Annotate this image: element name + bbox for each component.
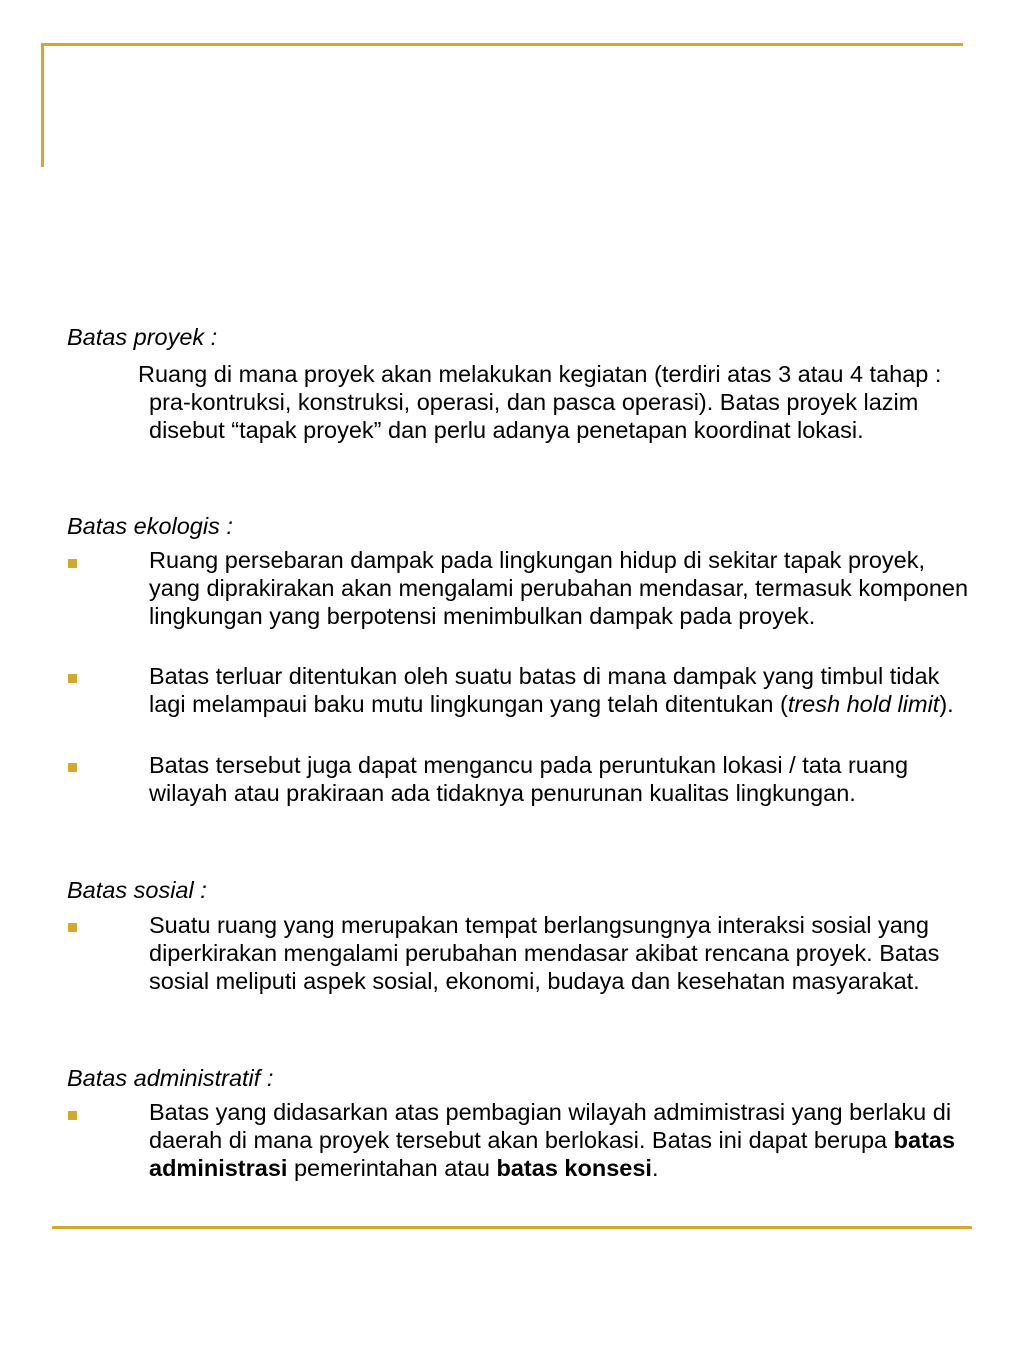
list-item-text: pemerintahan atau: [287, 1155, 497, 1181]
heading-batas-ekologis: Batas ekologis :: [67, 513, 233, 539]
list-item-ekologis-3: Batas tersebut juga dapat mengancu pada peruntukan lokasi / tata ruang wilayah atau prakiraan ada tidaknya penurunan kualitas lingkungan.: [149, 752, 909, 806]
list-item-bold-term: batas konsesi: [496, 1155, 652, 1181]
list-item-text: Batas yang didasarkan atas pembagian wilayah admimistrasi yang berlaku di daerah di mana proyek tersebut akan berlokasi. Batas ini dapat berupa: [149, 1099, 952, 1153]
list-item-text: Batas terluar ditentukan oleh suatu batas di mana dampak yang timbul tidak lagi melampaui baku mutu lingkungan yang telah ditentukan (: [149, 663, 940, 717]
list-item-text: ).: [939, 691, 954, 717]
heading-batas-sosial: Batas sosial :: [67, 877, 207, 903]
list-item-ekologis-2: [149, 662, 969, 718]
list-item-administratif-1: [149, 1098, 969, 1182]
square-bullet-icon: [68, 559, 77, 568]
list-item-italic-term: tresh hold limit: [787, 691, 940, 717]
square-bullet-icon: [68, 923, 77, 932]
square-bullet-icon: [68, 674, 77, 683]
square-bullet-icon: [68, 1111, 77, 1120]
square-bullet-icon: [68, 763, 77, 772]
list-item-sosial-1: Suatu ruang yang merupakan tempat berlangsungnya interaksi sosial yang diperkirakan mengalami perubahan mendasar akibat rencana proyek. Batas sosial meliputi aspek sosial, ekonomi, budaya dan kesehatan masyarakat.: [149, 912, 940, 994]
heading-batas-proyek: Batas proyek :: [67, 324, 218, 350]
list-item-bold-term: batas administrasi: [149, 1127, 956, 1181]
paragraph-batas-proyek: Ruang di mana proyek akan melakukan kegiatan (terdiri atas 3 atau 4 tahap : pra-kontruksi, konstruksi, operasi, dan pasca operasi). Batas proyek lazim disebut “tapak proyek” dan perlu adanya penetapan koordinat lokasi.: [138, 361, 942, 443]
list-item-text: .: [651, 1155, 659, 1181]
list-item-ekologis-1: Ruang persebaran dampak pada lingkungan hidup di sekitar tapak proyek, yang diprakirakan akan mengalami perubahan mendasar, termasuk komponen lingkungan yang berpotensi menimbulkan dampak pada proyek.: [149, 547, 969, 629]
heading-batas-administratif: Batas administratif :: [67, 1065, 274, 1091]
